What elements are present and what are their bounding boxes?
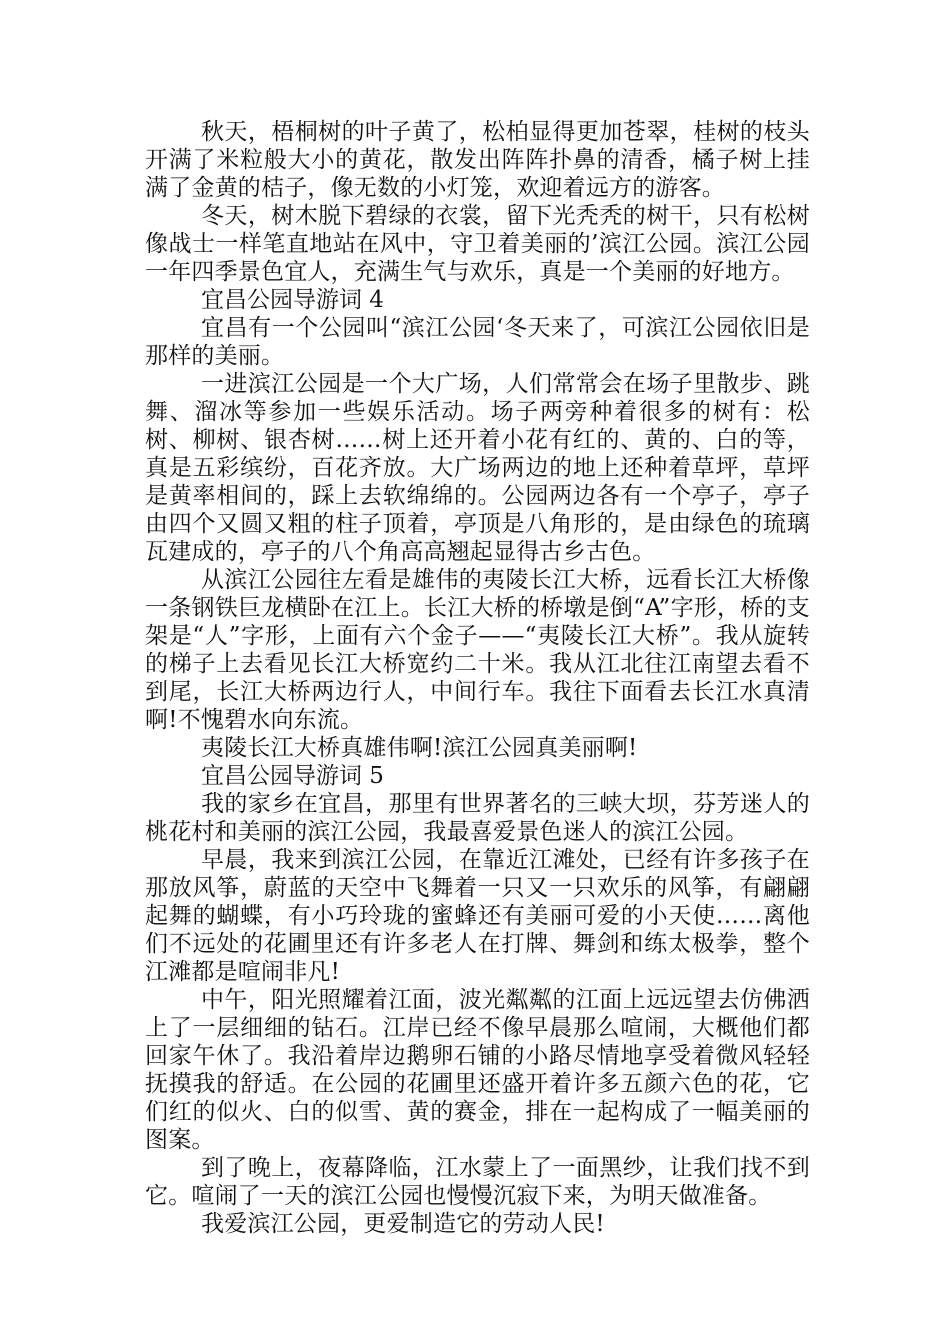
- paragraph-morning: 早晨，我来到滨江公园，在靠近江滩处，已经有许多孩子在那放风筝，蔚蓝的天空中飞舞着一只又一只欢乐的风筝，有翩翩起舞的蝴蝶，有小巧玲珑的蜜蜂还有美丽可爱的小天使……离他们不远处的花圃里还有许多老人在打牌、舞剑和练太极拳，整个江滩都是喧闹非凡!: [145, 847, 810, 985]
- document-page: [145, 118, 810, 1238]
- paragraph-exclaim: 夷陵长江大桥真雄伟啊!滨江公园真美丽啊!: [201, 735, 638, 761]
- section-heading-5: 宜昌公园导游词 5: [201, 763, 384, 789]
- paragraph-closing: 我爱滨江公园，更爱制造它的劳动人民!: [201, 1211, 605, 1237]
- paragraph-hometown: 我的家乡在宜昌，那里有世界著名的三峡大坝，芬芳迷人的桃花村和美丽的滨江公园，我最喜爱景色迷人的滨江公园。: [145, 791, 810, 845]
- paragraph-bridge: 从滨江公园往左看是雄伟的夷陵长江大桥，远看长江大桥像一条钢铁巨龙横卧在江上。长江大桥的桥墩是倒“A”字形，桥的支架是“人”字形，上面有六个金子——“夷陵长江大桥”。我从旋转的梯子上去看见长江大桥宽约二十米。我从江北往江南望去看不到尾，长江大桥两边行人，中间行车。我往下面看去长江水真清啊!不愧碧水向东流。: [145, 567, 810, 733]
- paragraph-evening: 到了晚上，夜幕降临，江水蒙上了一面黑纱，让我们找不到它。喧闹了一天的滨江公园也慢慢沉寂下来，为明天做准备。: [145, 1155, 810, 1209]
- paragraph-square: 一进滨江公园是一个大广场，人们常常会在场子里散步、跳舞、溜冰等参加一些娱乐活动。场子两旁种着很多的树有：松树、柳树、银杏树……树上还开着小花有红的、黄的、白的等，真是五彩缤纷，百花齐放。大广场两边的地上还种着草坪，草坪是黄率相间的，踩上去软绵绵的。公园两边各有一个亭子，亭子由四个又圆又粗的柱子顶着，亭顶是八角形的，是由绿色的琉璃瓦建成的，亭子的八个角高高翘起显得古乡古色。: [145, 371, 810, 565]
- paragraph-winter: 冬天，树木脱下碧绿的衣裳，留下光秃秃的树干，只有松树像战士一样笔直地站在风中，守卫着美丽的’滨江公园。滨江公园一年四季景色宜人，充满生气与欢乐，真是一个美丽的好地方。: [145, 203, 810, 285]
- section-heading-4: 宜昌公园导游词 4: [201, 287, 384, 313]
- paragraph-autumn: 秋天，梧桐树的叶子黄了，松柏显得更加苍翠，桂树的枝头开满了米粒般大小的黄花，散发出阵阵扑鼻的清香，橘子树上挂满了金黄的桔子，像无数的小灯笼，欢迎着远方的游客。: [145, 119, 810, 201]
- paragraph-noon: 中午，阳光照耀着江面，波光粼粼的江面上远远望去仿佛洒上了一层细细的钻石。江岸已经不像早晨那么喧闹，大概他们都回家午休了。我沿着岸边鹅卵石铺的小路尽情地享受着微风轻轻抚摸我的舒适。在公园的花圃里还盛开着许多五颜六色的花，它们红的似火、白的似雪、黄的赛金，排在一起构成了一幅美丽的图案。: [145, 987, 810, 1153]
- paragraph-intro: 宜昌有一个公园叫“滨江公园‘冬天来了，可滨江公园依旧是那样的美丽。: [145, 315, 810, 369]
